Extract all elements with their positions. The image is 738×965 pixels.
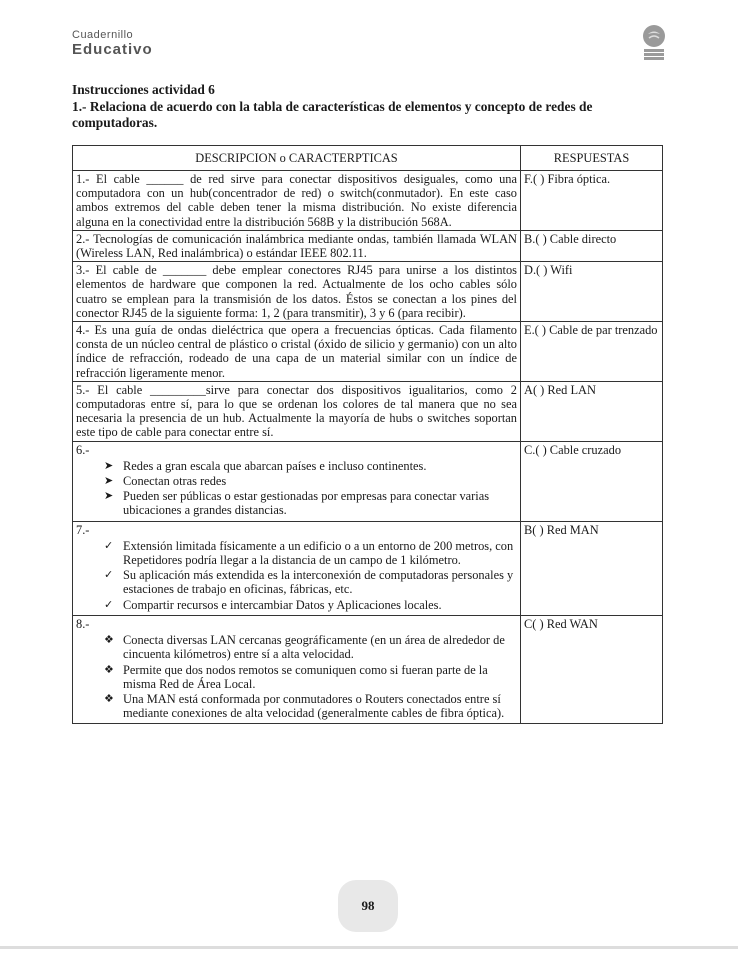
instructions (72, 82, 672, 131)
diamond-bullet-icon: ❖ (104, 663, 114, 676)
row-6-bullets (76, 459, 517, 518)
list-item: ✓ Extensión limitada físicamente a un edificio o a un entorno de 200 metros, con Repetidores podría llegar a la distancia de un campo de 1 kilómetro. (104, 538, 514, 568)
table-row (73, 381, 663, 441)
instructions-text: 1.- Relaciona de acuerdo con la tabla de características de elementos y concepto de redes de computadoras. (72, 99, 593, 130)
table-row (73, 521, 663, 615)
list-item: ➤ Pueden ser públicas o estar gestionadas por empresas para conectar varias ubicaciones a grandes distancias. (104, 489, 490, 518)
checkmark-icon: ✓ (104, 598, 114, 611)
arrow-bullet-icon: ➤ (104, 459, 114, 472)
table-header-row (73, 146, 663, 171)
page-number: 98 (361, 898, 375, 913)
list-item: ❖ Una MAN está conformada por conmutadores o Routers conectados entre sí mediante conexiones de alta velocidad (generalmente cables de fibra óptica). (104, 691, 505, 721)
header-answers: RESPUESTAS (521, 146, 663, 171)
page-number-tab (338, 880, 398, 932)
row-7-answer: B( ) Red MAN (521, 521, 663, 615)
row-6-number: 6.- (76, 442, 90, 457)
table-row (73, 262, 663, 322)
list-item: ➤ Redes a gran escala que abarcan países e incluso continentes. (104, 458, 427, 473)
row-3-answer: D.( ) Wifi (521, 262, 663, 322)
list-item: ✓ Su aplicación más extendida es la interconexión de computadoras personales y estaciones de trabajo en oficinas, fábricas, etc. (104, 568, 514, 597)
row-5-description: 5.- El cable _________sirve para conectar dos dispositivos igualitarios, como 2 computadoras entre sí, para lo que se ordenan los colores de tal manera que no sea necesaria la presencia de un hub. Actualmente la mayoría de hubs o switches soportan este tipo de cable para conectar entre sí. (73, 381, 521, 441)
list-item: ❖ Permite que dos nodos remotos se comuniquen como si fueran parte de la misma Red de Área Local. (104, 662, 488, 691)
row-3-description: 3.- El cable de _______ debe emplear conectores RJ45 para unirse a los distintos elementos de hardware que componen la red. Actualmente de los ocho cables sólo cuatro se emplean para la transmisión de los datos. Éstos se conectan a los pines del conector RJ45 de la siguiente forma: 1, 2 (para transmitir), 3 y 6 (para recibir). (73, 262, 521, 322)
table-row (73, 171, 663, 231)
row-8-answer: C( ) Red WAN (521, 615, 663, 723)
row-7-bullets (76, 539, 517, 612)
table-row (73, 441, 663, 521)
matching-table (72, 145, 663, 724)
header-description: DESCRIPCION o CARACTERPTICAS (73, 146, 521, 171)
row-2-answer: B.( ) Cable directo (521, 230, 663, 261)
arrow-bullet-icon: ➤ (104, 475, 114, 488)
row-8-number: 8.- (76, 616, 90, 631)
table-row (73, 615, 663, 723)
footer-divider (0, 946, 738, 949)
checkmark-icon: ✓ (104, 569, 114, 582)
row-5-answer: A( ) Red LAN (521, 381, 663, 441)
list-item: ❖ Conecta diversas LAN cercanas geográficamente (en un área de alrededor de cincuenta kilómetros) entre sí a alta velocidad. (104, 633, 505, 662)
row-6-description (73, 441, 521, 521)
row-1-description: 1.- El cable ______ de red sirve para conectar dispositivos desiguales, como una computadora con un hub(concentrador de red) o switch(conmutador). En este caso ambos extremos del cable deben tener la misma distribución. No existe diferencia alguna en la conectividad entre la distribución 568B y la distribución 568A. (73, 171, 521, 231)
row-8-bullets (76, 633, 517, 720)
list-item: ✓ Compartir recursos e intercambiar Datos y Aplicaciones locales. (104, 597, 442, 612)
row-6-answer: C.( ) Cable cruzado (521, 441, 663, 521)
row-2-description: 2.- Tecnologías de comunicación inalámbrica mediante ondas, también llamada WLAN (Wireless LAN, Red inalámbrica) o estándar IEEE 802.11. (73, 230, 521, 261)
table-row (73, 322, 663, 382)
row-8-description (73, 615, 521, 723)
row-7-number: 7.- (76, 522, 90, 537)
row-4-answer: E.( ) Cable de par trenzado (521, 322, 663, 382)
diamond-bullet-icon: ❖ (104, 692, 114, 705)
row-7-description (73, 521, 521, 615)
instructions-title: Instrucciones actividad 6 (72, 82, 215, 97)
brand-line-2: Educativo (72, 41, 153, 58)
diamond-bullet-icon: ❖ (104, 634, 114, 647)
table-row (73, 230, 663, 261)
brand-logo-text (72, 30, 153, 57)
arrow-bullet-icon: ➤ (104, 490, 114, 503)
book-logo-icon (640, 23, 668, 63)
row-1-answer: F.( ) Fibra óptica. (521, 171, 663, 231)
checkmark-icon: ✓ (104, 539, 114, 552)
list-item: ➤ Conectan otras redes (104, 474, 227, 489)
row-4-description: 4.- Es una guía de ondas dieléctrica que opera a frecuencias ópticas. Cada filamento consta de un núcleo central de plástico o cristal (óxido de silicio y germanio) con un alto índice de refracción, rodeado de una capa de un material similar con un índice de refracción ligeramente menor. (73, 322, 521, 382)
brand-line-1: Cuadernillo (72, 29, 134, 41)
